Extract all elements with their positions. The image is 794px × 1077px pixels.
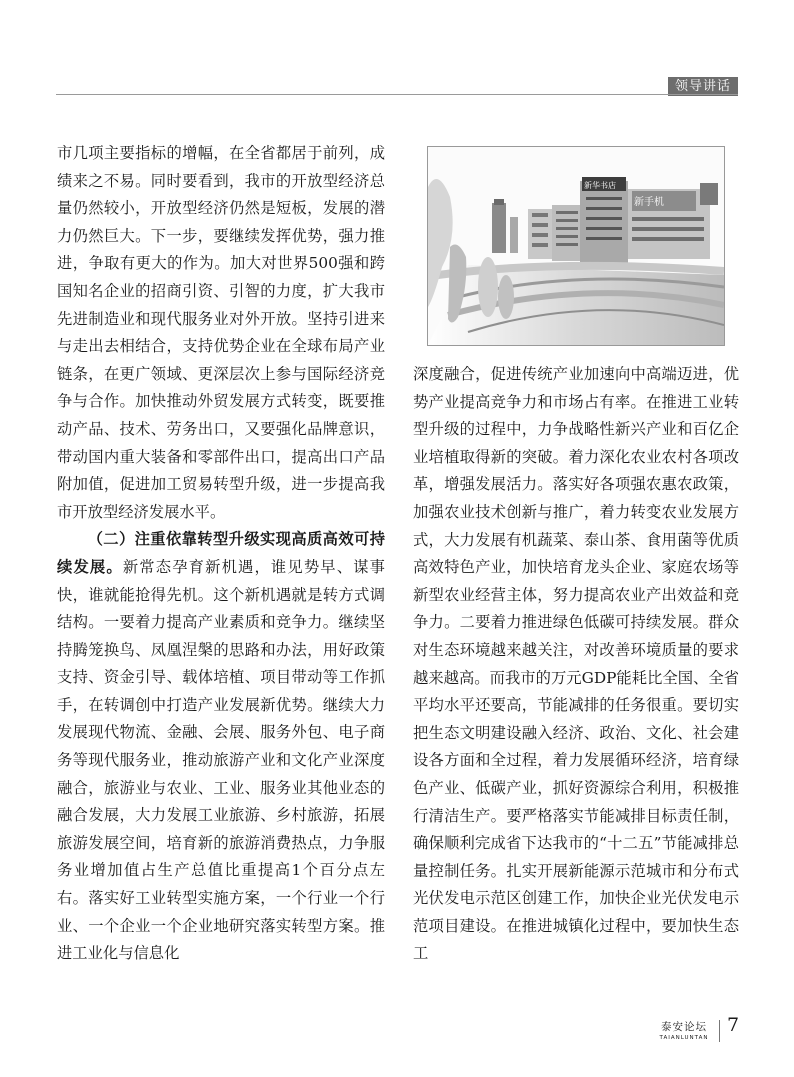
right-paragraph-1: 深度融合，促进传统产业加速向中高端迈进，优势产业提高竞争力和市场占有率。在推进工业转型升级的过程中，力争战略性新兴产业和百亿企业培植取得新的突破。着力深化农业农村各项改革，增强发展活力。落实好各项强农惠农政策，加强农业技术创新与推广，着力转变农业发展方式，大力发展有机蔬菜、泰山茶、食用菌等优质高效特色产业，加快培育龙头企业、家庭农场等新型农业经营主体，努力提高农业产出效益和竞争力。二要着力推进绿色低碳可持续发展。群众对生态环境越来越关注，对改善环境质量的要求越来越高。而我市的万元GDP能耗比全国、全省平均水平还要高，节能减排的任务很重。要切实把生态文明建设融入经济、政治、文化、社会建设各方面和全过程，着力发展循环经济，培育绿色产业、低碳产业，抓好资源综合利用，积极推行清洁生产。要严格落实节能减排目标责任制，确保顺利完成省下达我市的“十二五”节能减排总量控制任务。扎实开展新能源示范城市和分布式光伏发电示范区创建工作，加快企业光伏发电示范项目建设。在推进城镇化过程中，要加快生态工 bbox=[413, 365, 739, 963]
header-rule bbox=[56, 94, 738, 95]
brand-name-en: TAIANLUNTAN bbox=[659, 1035, 709, 1041]
brand-name-cn: 泰安论坛 bbox=[661, 1021, 707, 1033]
section-tag: 领导讲话 bbox=[668, 77, 738, 96]
store-sign-text: 新华书店 bbox=[584, 181, 616, 190]
paragraph-body: 新常态孕育新机遇，谁见势早、谋事快，谁就能抢得先机。这个新机遇就是转方式调结构。一要着力提高产业素质和竞争力。继续坚持腾笼换鸟、凤凰涅槃的思路和办法，用好政策支持、资金引导、载体培植、项目带动等工作抓手，在转调创中打造产业发展新优势。继续大力发展现代物流、金融、会展、服务外包、电子商务等现代服务业，推动旅游产业和文化产业深度融合，旅游业与农业、工业、服务业其他业态的融合发展，大力发展工业旅游、乡村旅游，拓展旅游发展空间，培育新的旅游消费热点，力争服务业增加值占生产总值比重提高1个百分点左右。落实好工业转型实施方案，一个行业一个行业、一个企业一个企业地研究落实转型方案。推进工业化与信息化 bbox=[57, 557, 385, 963]
paragraph-heading: （二）注重依靠转型升级实现高质高效可持续发展。 bbox=[57, 530, 385, 576]
right-column bbox=[413, 361, 739, 968]
left-paragraph-1: 市几项主要指标的增幅，在全省都居于前列，成绩来之不易。同时要看到，我市的开放型经济总量仍然较小，开放型经济仍然是短板，发展的潜力仍然巨大。下一步，要继续发挥优势，强力推进，争取有更大的作为。加大对世界500强和跨国知名企业的招商引资、引智的力度，扩大我市先进制造业和现代服务业对外开放。坚持引进来与走出去相结合，支持优势企业在全球布局产业链条，在更广领域、更深层次上参与国际经济竞争与合作。加快推动外贸发展方式转变，既要推动产品、技术、劳务出口，又要强化品牌意识，带动国内重大装备和零部件出口，提高出口产品附加值，促进加工贸易转型升级，进一步提高我市开放型经济发展水平。 bbox=[57, 144, 385, 521]
billboard-text: 新手机 bbox=[634, 197, 664, 208]
left-paragraph-2 bbox=[57, 526, 385, 968]
street-photo bbox=[427, 146, 725, 346]
footer-brand bbox=[652, 1020, 716, 1042]
footer-separator bbox=[719, 1020, 720, 1042]
left-column bbox=[57, 140, 385, 968]
page-number: 7 bbox=[727, 1014, 740, 1036]
